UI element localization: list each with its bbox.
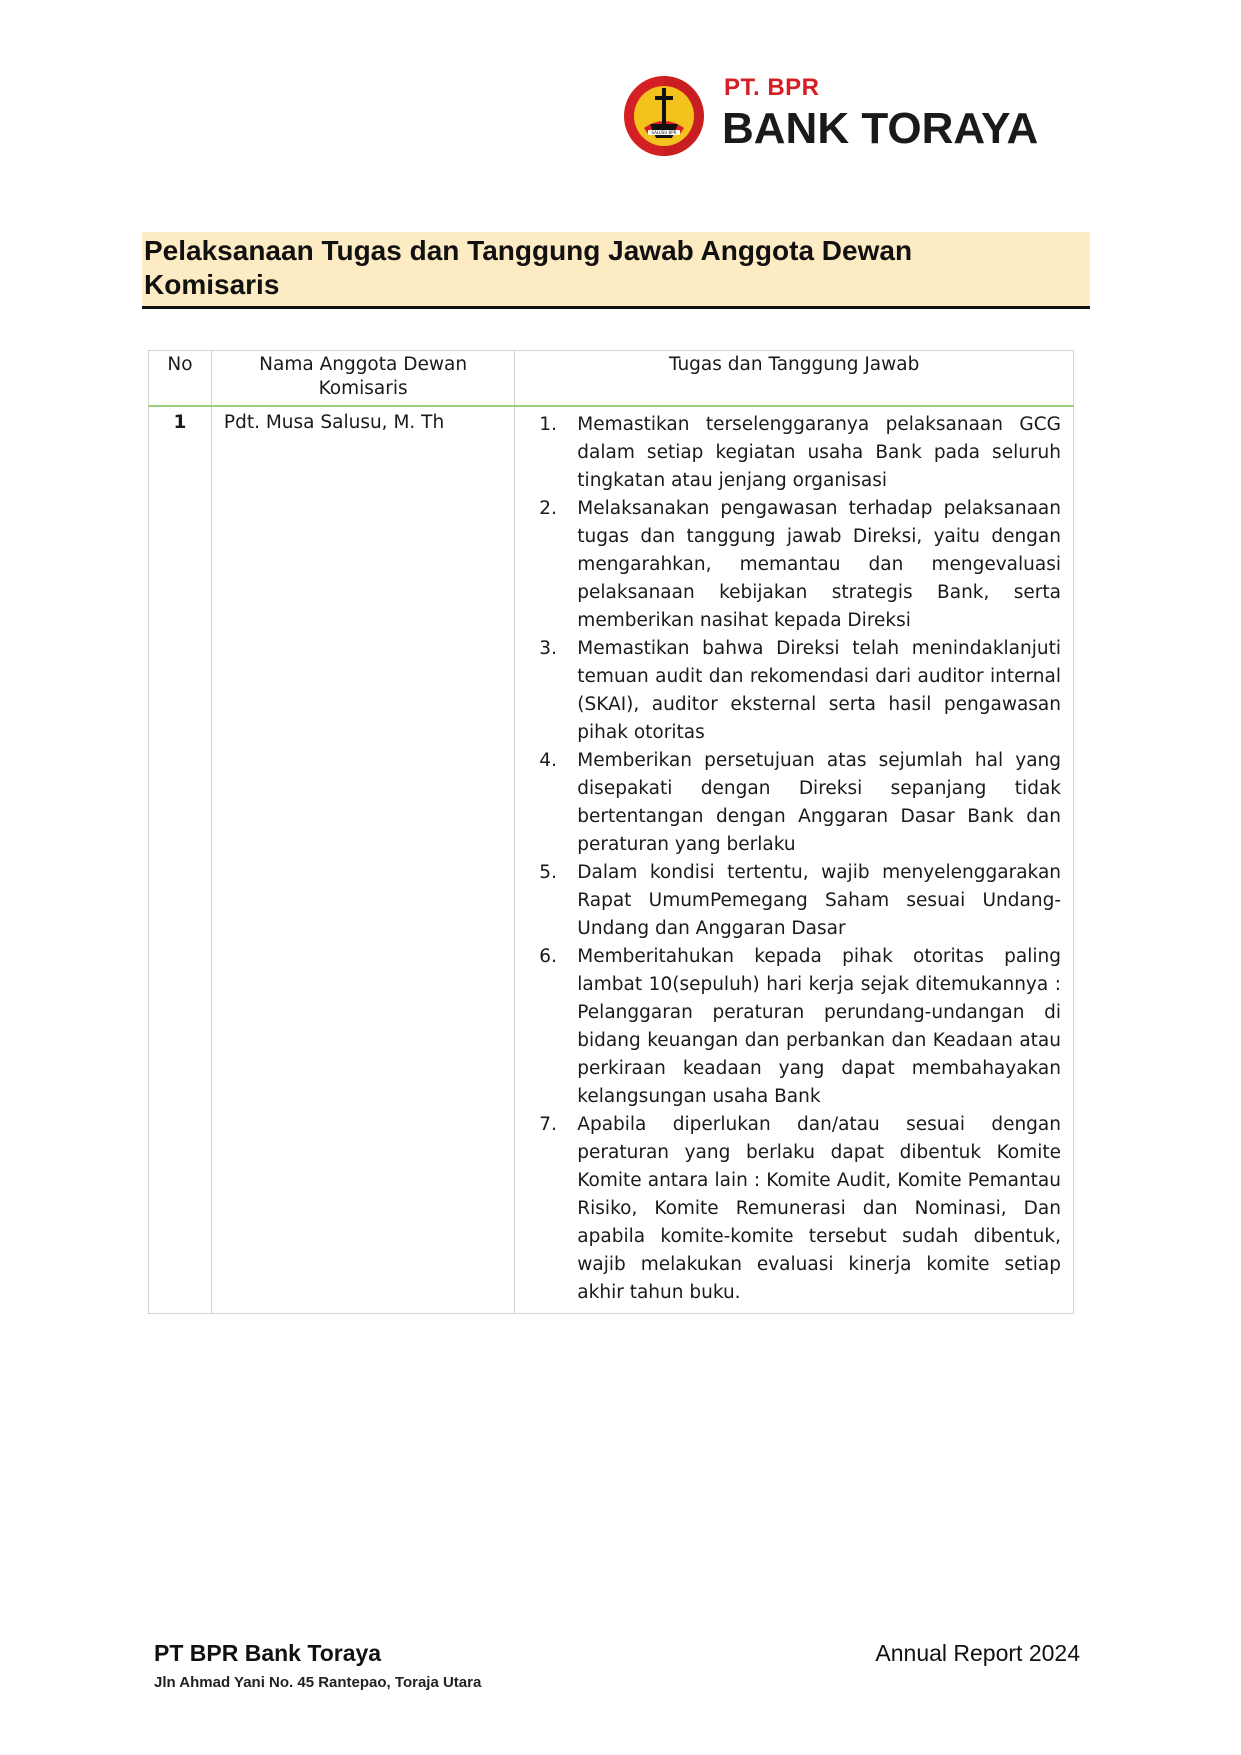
duty-text: Memastikan terselenggaranya pelaksanaan GCG dalam setiap kegiatan usaha Bank pada seluruh tingkatan atau jenjang organisasi [577, 414, 1061, 491]
header-name: Nama Anggota Dewan Komisaris [211, 351, 514, 407]
duty-list [523, 411, 1061, 1307]
table-header-row [149, 351, 1074, 407]
duty-item [523, 411, 1061, 495]
duty-text: Apabila diperlukan dan/atau sesuai dengan peraturan yang berlaku dapat dibentuk Komite Komite antara lain : Komite Audit, Komite Pemantau Risiko, Komite Remunerasi dan Nominasi, Dan apabila komite-komite tersebut sudah dibentuk, wajib melakukan evaluasi kinerja komite setiap akhir tahun buku. [577, 1114, 1061, 1303]
company-logo [622, 70, 1062, 170]
duty-number: 7. [539, 1114, 557, 1135]
duty-item [523, 943, 1061, 1111]
duties-table [148, 350, 1074, 1314]
section-title-line-2: Komisaris [144, 269, 280, 300]
duty-number: 3. [539, 638, 557, 659]
bank-toraya-emblem-icon [622, 74, 706, 158]
duty-text: Melaksanakan pengawasan terhadap pelaksanaan tugas dan tanggung jawab Direksi, yaitu dengan mengarahkan, memantau dan mengevaluasi pelaksanaan kebijakan strategis Bank, serta memberikan nasihat kepada Direksi [577, 498, 1061, 631]
duty-item [523, 747, 1061, 859]
emblem-text: SALUSU BPR [651, 130, 677, 135]
duty-cell [515, 406, 1074, 1314]
duty-item [523, 635, 1061, 747]
row-number: 1 [149, 406, 212, 1314]
duty-text: Memberitahukan kepada pihak otoritas paling lambat 10(sepuluh) hari kerja sejak ditemukannya : Pelanggaran peraturan perundang-undangan di bidang keuangan dan perbankan dan Keadaan atau perkiraan keadaan yang dapat membahayakan kelangsungan usaha Bank [577, 946, 1061, 1107]
section-title-line-1: Pelaksanaan Tugas dan Tanggung Jawab Anggota Dewan [144, 235, 913, 266]
header-duty: Tugas dan Tanggung Jawab [515, 351, 1074, 407]
duty-number: 1. [539, 414, 557, 435]
duty-number: 5. [539, 862, 557, 883]
footer-company: PT BPR Bank Toraya [154, 1640, 382, 1666]
duty-item [523, 1111, 1061, 1307]
brand-name: BANK TORAYA [722, 104, 1039, 153]
header-no: No [149, 351, 212, 407]
duty-number: 4. [539, 750, 557, 771]
duty-text: Memberikan persetujuan atas sejumlah hal yang disepakati dengan Direksi sepanjang tidak bertentangan dengan Anggaran Dasar Bank dan peraturan yang berlaku [577, 750, 1061, 855]
duty-item [523, 495, 1061, 635]
duty-number: 2. [539, 498, 557, 519]
section-title [142, 232, 1090, 309]
duty-text: Memastikan bahwa Direksi telah menindaklanjuti temuan audit dan rekomendasi dari auditor internal (SKAI), auditor eksternal serta hasil pengawasan pihak otoritas [577, 638, 1061, 743]
duty-text: Dalam kondisi tertentu, wajib menyelenggarakan Rapat UmumPemegang Saham sesuai Undang-Undang dan Anggaran Dasar [577, 862, 1061, 939]
duty-number: 6. [539, 946, 557, 967]
footer-report-title: Annual Report 2024 [875, 1640, 1080, 1666]
duty-item [523, 859, 1061, 943]
brand-subtitle: PT. BPR [724, 74, 820, 101]
table-row [149, 406, 1074, 1314]
footer-address: Jln Ahmad Yani No. 45 Rantepao, Toraja Utara [154, 1674, 482, 1691]
member-name: Pdt. Musa Salusu, M. Th [211, 406, 514, 1314]
